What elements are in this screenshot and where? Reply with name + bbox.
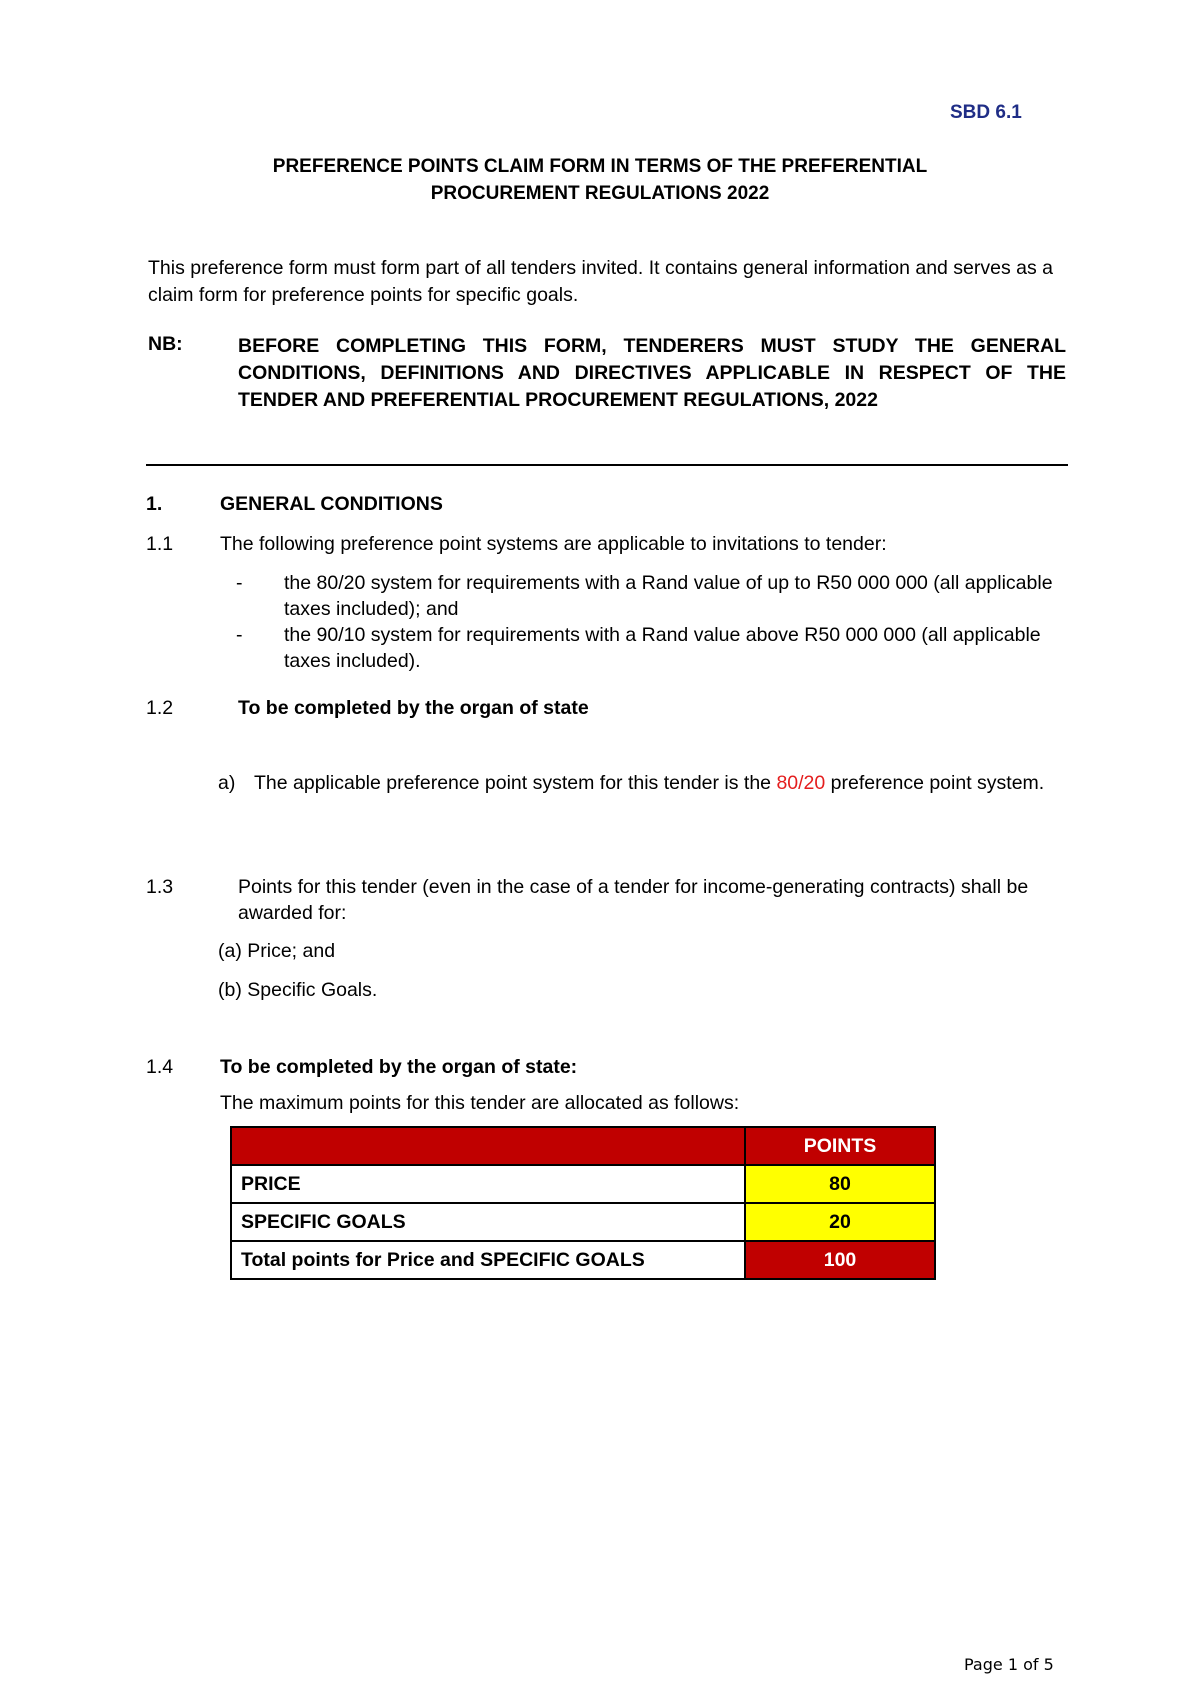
section-1-3-item-b: (b) Specific Goals.: [218, 979, 378, 1001]
item-a-marker: a): [218, 772, 236, 794]
bullet-marker: -: [236, 572, 243, 594]
table-row: [231, 1203, 935, 1241]
item-a-text-after: preference point system.: [825, 772, 1045, 794]
table-row-label: Total points for Price and SPECIFIC GOALS: [231, 1241, 745, 1279]
section-1-4-heading: To be completed by the organ of state:: [220, 1056, 578, 1078]
section-1-2-number: 1.2: [146, 697, 174, 719]
document-title: [130, 153, 1070, 207]
list-item-text: the 80/20 system for requirements with a Rand value of up to R50 000 000 (all applicable taxes included); and: [284, 572, 1053, 620]
preference-systems-list: [236, 570, 1068, 674]
section-1-1-text: The following preference point systems are applicable to invitations to tender:: [220, 533, 887, 555]
list-item: [236, 622, 1068, 674]
section-1-4-text: The maximum points for this tender are allocated as follows:: [220, 1092, 740, 1114]
horizontal-rule: [146, 464, 1068, 466]
section-1-number: 1.: [146, 493, 163, 515]
section-1-1-number: 1.1: [146, 533, 174, 555]
item-a-text-before: The applicable preference point system for this tender is the: [254, 772, 777, 794]
table-header-row: [231, 1127, 935, 1165]
table-row-value: 100: [745, 1241, 935, 1279]
item-a-text: [254, 770, 1070, 796]
table-row-label: PRICE: [231, 1165, 745, 1203]
bullet-marker: -: [236, 624, 243, 646]
table-header-label: [231, 1127, 745, 1165]
section-1-heading: GENERAL CONDITIONS: [220, 493, 443, 515]
nb-label: NB:: [148, 333, 183, 355]
nb-text: BEFORE COMPLETING THIS FORM, TENDERERS MUST STUDY THE GENERAL CONDITIONS, DEFINITIONS AND DIRECTIVES APPLICABLE IN RESPECT OF THE TENDER AND PREFERENTIAL PROCUREMENT REGULATIONS, 2022: [238, 335, 1066, 411]
intro-paragraph: This preference form must form part of all tenders invited. It contains general information and serves as a claim form for preference points for specific goals.: [148, 257, 1054, 306]
table-row-label: SPECIFIC GOALS: [231, 1203, 745, 1241]
section-1-2-heading: To be completed by the organ of state: [238, 697, 589, 719]
section-1-4-number: 1.4: [146, 1056, 174, 1078]
table-row: [231, 1241, 935, 1279]
section-1-3-item-a: (a) Price; and: [218, 940, 336, 962]
list-item: [236, 570, 1068, 622]
points-table: [230, 1126, 936, 1280]
list-item-text: the 90/10 system for requirements with a Rand value above R50 000 000 (all applicable taxes included).: [284, 624, 1041, 672]
table-header-points: POINTS: [745, 1127, 935, 1165]
table-row-value: 20: [745, 1203, 935, 1241]
item-a-highlight: 80/20: [776, 772, 826, 794]
table-row: [231, 1165, 935, 1203]
form-code: SBD 6.1: [950, 102, 1022, 123]
title-line-1: PREFERENCE POINTS CLAIM FORM IN TERMS OF THE PREFERENTIAL: [272, 156, 928, 177]
table-row-value: 80: [745, 1165, 935, 1203]
section-1-3-number: 1.3: [146, 876, 174, 898]
page-number-footer: Page 1 of 5: [964, 1655, 1054, 1674]
title-line-2: PROCUREMENT REGULATIONS 2022: [430, 183, 770, 204]
section-1-3-text: Points for this tender (even in the case of a tender for income-generating contracts) shall be awarded for:: [238, 876, 1029, 924]
